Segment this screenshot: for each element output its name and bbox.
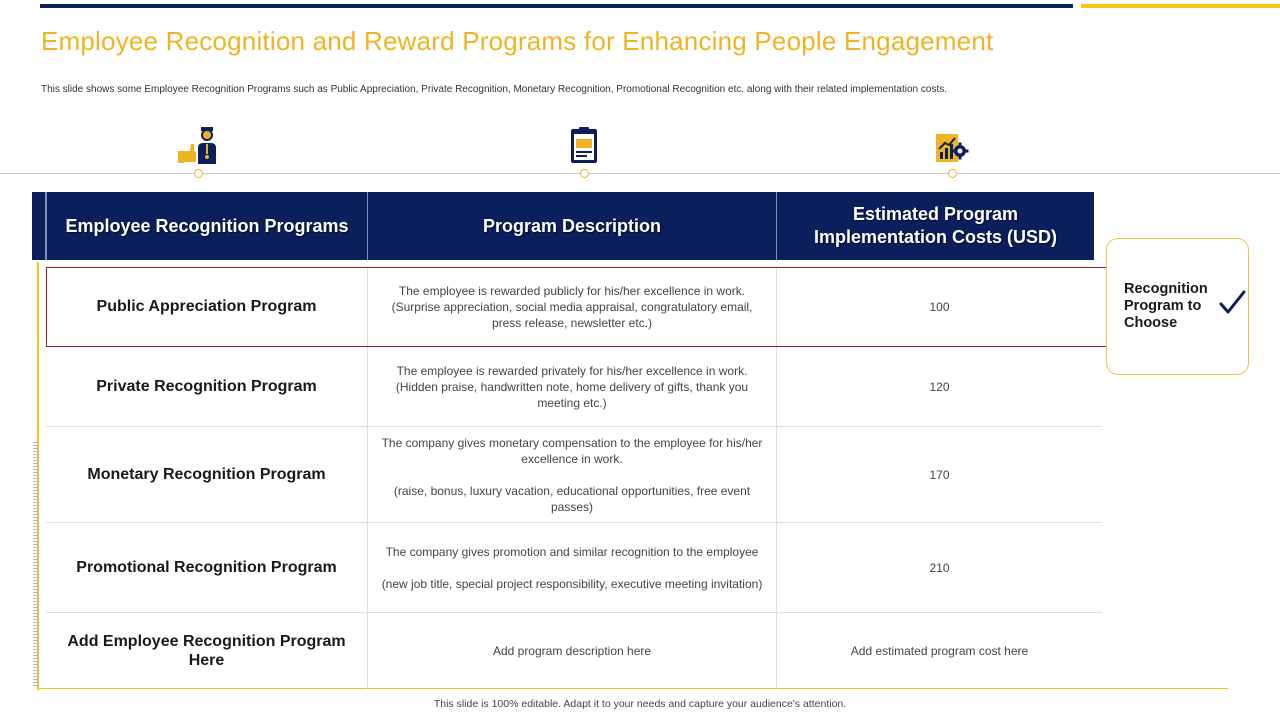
program-cost: 100 — [776, 267, 1102, 346]
program-name: Public Appreciation Program — [96, 298, 317, 315]
program-name: Monetary Recognition Program — [87, 466, 326, 483]
table-header-accent — [32, 192, 46, 260]
description-examples: (new job title, special project responsibility, executive meeting invitation) — [381, 576, 763, 591]
checkmark-icon — [1217, 288, 1247, 318]
timeline-dot — [580, 169, 589, 178]
program-cost: 210 — [776, 523, 1102, 612]
growth-chart-gear-icon — [930, 124, 974, 168]
description-text: Add program description here — [492, 644, 652, 658]
timeline-dot — [194, 169, 203, 178]
program-description — [367, 267, 776, 346]
description-text: The company gives promotion and similar recognition to the employee — [385, 544, 759, 559]
callout-label: Recognition Program to Choose — [1124, 281, 1208, 331]
slide-subtitle: This slide shows some Employee Recognition Programs such as Public Appreciation, Private Recognition, Monetary Recognition, Promotional Recognition etc. along with their related implementation costs. — [41, 84, 948, 95]
table-row — [46, 267, 1102, 347]
description-text: The company gives monetary compensation to the employee for his/her excellence in work. — [381, 435, 763, 466]
employee-thumbs-up-icon — [176, 124, 220, 168]
left-dotted-line — [33, 442, 39, 687]
program-cost: 170 — [776, 427, 1102, 522]
program-name: Private Recognition Program — [96, 378, 317, 395]
icon-divider-line — [0, 173, 1280, 174]
table-row — [46, 523, 1102, 613]
table-row — [46, 427, 1102, 523]
program-name: Add Employee Recognition Program Here — [67, 633, 346, 669]
top-accent-bar-navy — [40, 4, 1073, 8]
table-row — [46, 347, 1102, 427]
program-name: Promotional Recognition Program — [76, 559, 337, 576]
description-examples: (raise, bonus, luxury vacation, educational opportunities, free event passes) — [393, 483, 751, 514]
program-description — [367, 523, 776, 612]
program-description — [367, 347, 776, 426]
program-cost: 120 — [776, 347, 1102, 426]
program-cost: Add estimated program cost here — [776, 613, 1102, 689]
program-description — [367, 427, 776, 522]
column-header-description: Program Description — [367, 192, 776, 260]
timeline-dot — [948, 169, 957, 178]
table-row — [46, 613, 1102, 689]
description-text: The employee is rewarded privately for his/her excellence in work. (Hidden praise, handwritten note, home delivery of gifts, thank you meeting etc.) — [395, 363, 749, 410]
column-header-program: Employee Recognition Programs — [46, 192, 367, 260]
program-description — [367, 613, 776, 689]
column-header-cost: Estimated Program Implementation Costs (USD) — [776, 192, 1094, 260]
clipboard-icon — [562, 124, 606, 168]
description-text: The employee is rewarded publicly for his/her excellence in work. (Surprise appreciation, social media appraisal, congratulatory email, press release, newsletter etc.) — [391, 283, 753, 330]
top-accent-bar-gold — [1081, 4, 1280, 8]
slide-title: Employee Recognition and Reward Programs for Enhancing People Engagement — [41, 26, 994, 56]
slide-footer: This slide is 100% editable. Adapt it to your needs and capture your audience's attention. — [433, 698, 847, 710]
